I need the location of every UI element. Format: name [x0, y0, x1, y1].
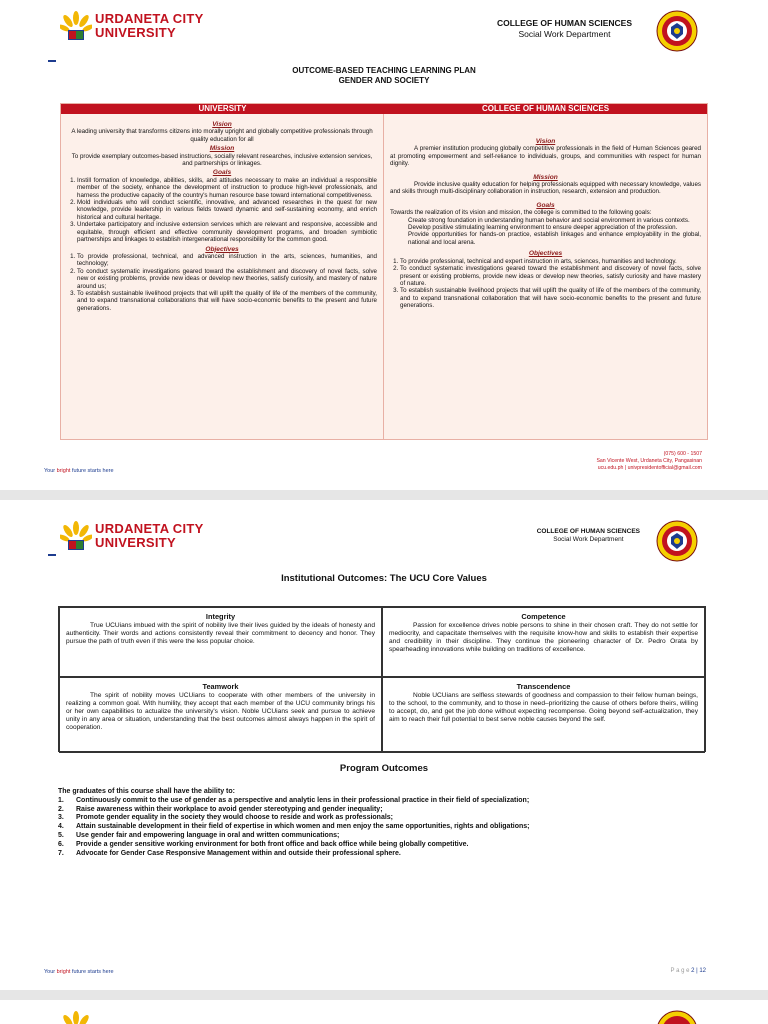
college-mission-label: Mission	[533, 173, 558, 181]
college-mission: Provide inclusive quality education for helping professionals equipped with necessary knowledge, values and skills through multi-disciplinary collaboration in instruction, research, extension and production.	[390, 181, 701, 196]
university-mission: To provide exemplary outcomes-based instructions, socially relevant researches, inclusive extension services, and partnerships or linkages.	[71, 152, 373, 168]
list-item: 2. To conduct systematic investigations geared toward the establishment and discovery of novel facts, solve new or existing problems, provide new ideas or develop new theories, satisfy curiosity, and mastery of nature around us;	[77, 268, 377, 290]
college-objectives-list	[390, 258, 701, 310]
list-item: Create strong foundation in understanding human behavior and social environment in various contexts.	[408, 216, 690, 224]
program-outcomes-title: Program Outcomes	[339, 763, 429, 774]
college-heading: COLLEGE OF HUMAN SCIENCES Social Work Department	[496, 18, 632, 39]
university-objectives-list	[67, 253, 377, 312]
document-page-1	[0, 0, 768, 490]
list-item: 3. Promote gender equality in the society they would choose to reside and work as professionals;	[58, 814, 394, 822]
page-number: P a g e 2 | 12	[670, 968, 706, 974]
page-header	[0, 0, 768, 50]
university-mission-label: Mission	[209, 145, 235, 153]
contact-info	[596, 451, 702, 472]
list-item: 3. To establish sustainable livelihood projects that will uplift the quality of life of the members of the community, and to expand transnational collaboration that will have socio-economic benefits to the present and future generations.	[400, 287, 701, 309]
university-name: URDANETA CITY UNIVERSITY	[95, 11, 204, 40]
university-objectives-label: Objectives	[205, 245, 239, 253]
contact-web-email: ucu.edu.ph | univpresidentofficial@gmail.com	[597, 465, 702, 471]
university-goals-list	[67, 177, 377, 244]
university-vision-label: Vision	[212, 121, 232, 128]
core-value-teamwork: Teamwork The spirit of nobility moves UCUians to cooperate with other members of the university in realizing a common goal. With humility, they accept that each member of the UCU community brings his or her own capabilities to actualize the university's vision. Noble UCUians seek and pursue to achieve unity in any area or situation, understanding that the best outcomes almost always happen in the spirit of cooperation.	[59, 677, 382, 753]
list-item: 1. Continuously commit to the use of gender as a perspective and analytic lens in their professional practice in their field of specialization;	[58, 796, 530, 804]
list-item: 1. To provide professional, technical, and advanced instruction in the arts, sciences, humanities, and technology;	[77, 253, 377, 268]
university-logo-icon	[60, 520, 92, 556]
footer-tagline: Your bright future starts here	[44, 468, 114, 474]
college-seal-icon	[656, 10, 698, 52]
list-item: 5. Use gender fair and empowering language in oral and written communications;	[58, 831, 340, 839]
column-header-college: COLLEGE OF HUMAN SCIENCES	[384, 104, 707, 114]
college-goals-label: Goals	[536, 201, 555, 209]
page-separator	[0, 490, 768, 500]
core-value-integrity: Integrity True UCUians imbued with the spirit of nobility live their lives guided by the ideals of honesty and authenticity. Their words and actions consistently reveal their commitment to decency and honor. They pursue the path of truth even if this were the less popular choice.	[59, 607, 382, 677]
program-outcomes-intro: The graduates of this course shall have the ability to:	[58, 788, 235, 795]
college-vision-label: Vision	[535, 138, 556, 145]
list-item: 6. Provide a gender sensitive working environment for both front office and back office while being globally competitive.	[58, 840, 469, 848]
institutional-outcomes-title: Institutional Outcomes: The UCU Core Values	[281, 573, 487, 584]
university-vision: A leading university that transforms citizens into morally upright and globally competitive professionals through quality education for all	[71, 128, 373, 143]
university-logo-icon	[60, 1010, 92, 1024]
college-vision: A premier institution producing globally competitive professionals in the field of Human Sciences geared at promoting empowerment and self-reliance to individuals, groups, and communities with respect for human dignity.	[390, 145, 701, 168]
header-rule	[48, 554, 56, 556]
contact-address: San Vicente West, Urdaneta City, Pangasinan	[596, 458, 702, 464]
column-header-university: UNIVERSITY	[61, 104, 384, 114]
program-outcomes-list	[58, 788, 708, 858]
core-value-transcendence: Transcendence Noble UCUians are selfless stewards of goodness and compassion to their fellow human beings, to the school, to the community, and to those in need–prioritizing the cause of others before theirs, willing to accept, do, and get the job done without expecting recompense. Going beyond self-actualization, they aim to reach their full potential to best serve noble causes beyond the self.	[382, 677, 705, 753]
header-rule	[48, 60, 56, 62]
document-title: OUTCOME-BASED TEACHING LEARNING PLAN GENDER AND SOCIETY	[292, 66, 476, 85]
university-column	[61, 114, 384, 439]
list-item: Provide opportunities for hands-on practice, establish linkages and enhance employability in the global, national and local arena.	[408, 231, 701, 246]
list-item: 2. Raise awareness within their workplace to avoid gender stereotyping and gender inequality;	[58, 805, 383, 813]
document-page-3	[0, 1000, 768, 1024]
list-item: 1. To provide professional, technical and expert instruction in arts, sciences, humanities and technology.	[400, 258, 701, 265]
contact-phone: (075) 600 - 1507	[663, 451, 702, 457]
list-item: 2. Mold individuals who will conduct scientific, innovative, and advanced researches in the quest for new knowledge, provide leadership in various fields toward dynamic and self-sustaining economy, and enrich historical and cultural heritage.	[77, 199, 377, 221]
vision-mission-table	[60, 103, 708, 440]
college-seal-icon	[656, 520, 698, 562]
list-item: 3. To establish sustainable livelihood projects that will uplift the quality of life of the members of the community, and to expand transnational collaborations that will have socio-economic benefits to the present and future generations.	[77, 290, 377, 312]
university-logo-icon	[60, 10, 92, 46]
list-item: 3. Undertake participatory and inclusive extension services which are relevant and responsive, accessible and equitable, through efficient and effective community development programs, and broaden symbiotic partnerships and linkages to establish intergenerational responsibility for the common good.	[77, 221, 377, 243]
list-item: 2. To conduct systematic investigations geared toward the establishment and discovery of novel facts, solve present or existing problems, provide new ideas or develop new theories, satisfy curiosity and have mastery of nature.	[400, 265, 701, 287]
college-seal-icon	[656, 1010, 698, 1024]
core-values-table	[58, 606, 706, 752]
document-page-2	[0, 500, 768, 990]
list-item: Develop positive stimulating learning environment to ensure deeper appreciation of the profession.	[408, 224, 678, 232]
list-item: 4. Attain sustainable development in their field of expertise in which women and men enjoy the same opportunities, rights and obligations;	[58, 823, 530, 831]
page-separator	[0, 990, 768, 1000]
footer-tagline: Your bright future starts here	[44, 969, 114, 975]
list-item: 1. Instill formation of knowledge, abilities, skills, and attitudes necessary to make an individual a responsible member of the society, enhance the development of instruction to produce high-level professionals, and harness the productive capacity of the country's human resource base toward international competitiveness.	[77, 177, 377, 199]
list-item: 7. Advocate for Gender Case Responsive Management within and outside their professional sphere.	[58, 849, 401, 857]
college-heading: COLLEGE OF HUMAN SCIENCES Social Work Department	[536, 528, 640, 543]
page-header	[0, 510, 768, 560]
college-objectives-label: Objectives	[528, 250, 563, 258]
college-goals-intro: Towards the realization of its vision and mission, the college is committed to the following goals:	[390, 209, 652, 217]
college-column	[384, 114, 707, 439]
university-goals-label: Goals	[212, 169, 232, 177]
core-value-competence: Competence Passion for excellence drives noble persons to shine in their chosen craft. They do not settle for mediocrity, and capacitate themselves with the requisite know-how and skills to establish their expertise and credibility in their discipline. They continue the pioneering character of Dr. Pedro Orata by spearheading innovations while building on traditions of excellence.	[382, 607, 705, 677]
university-name: URDANETA CITY UNIVERSITY	[95, 521, 204, 550]
